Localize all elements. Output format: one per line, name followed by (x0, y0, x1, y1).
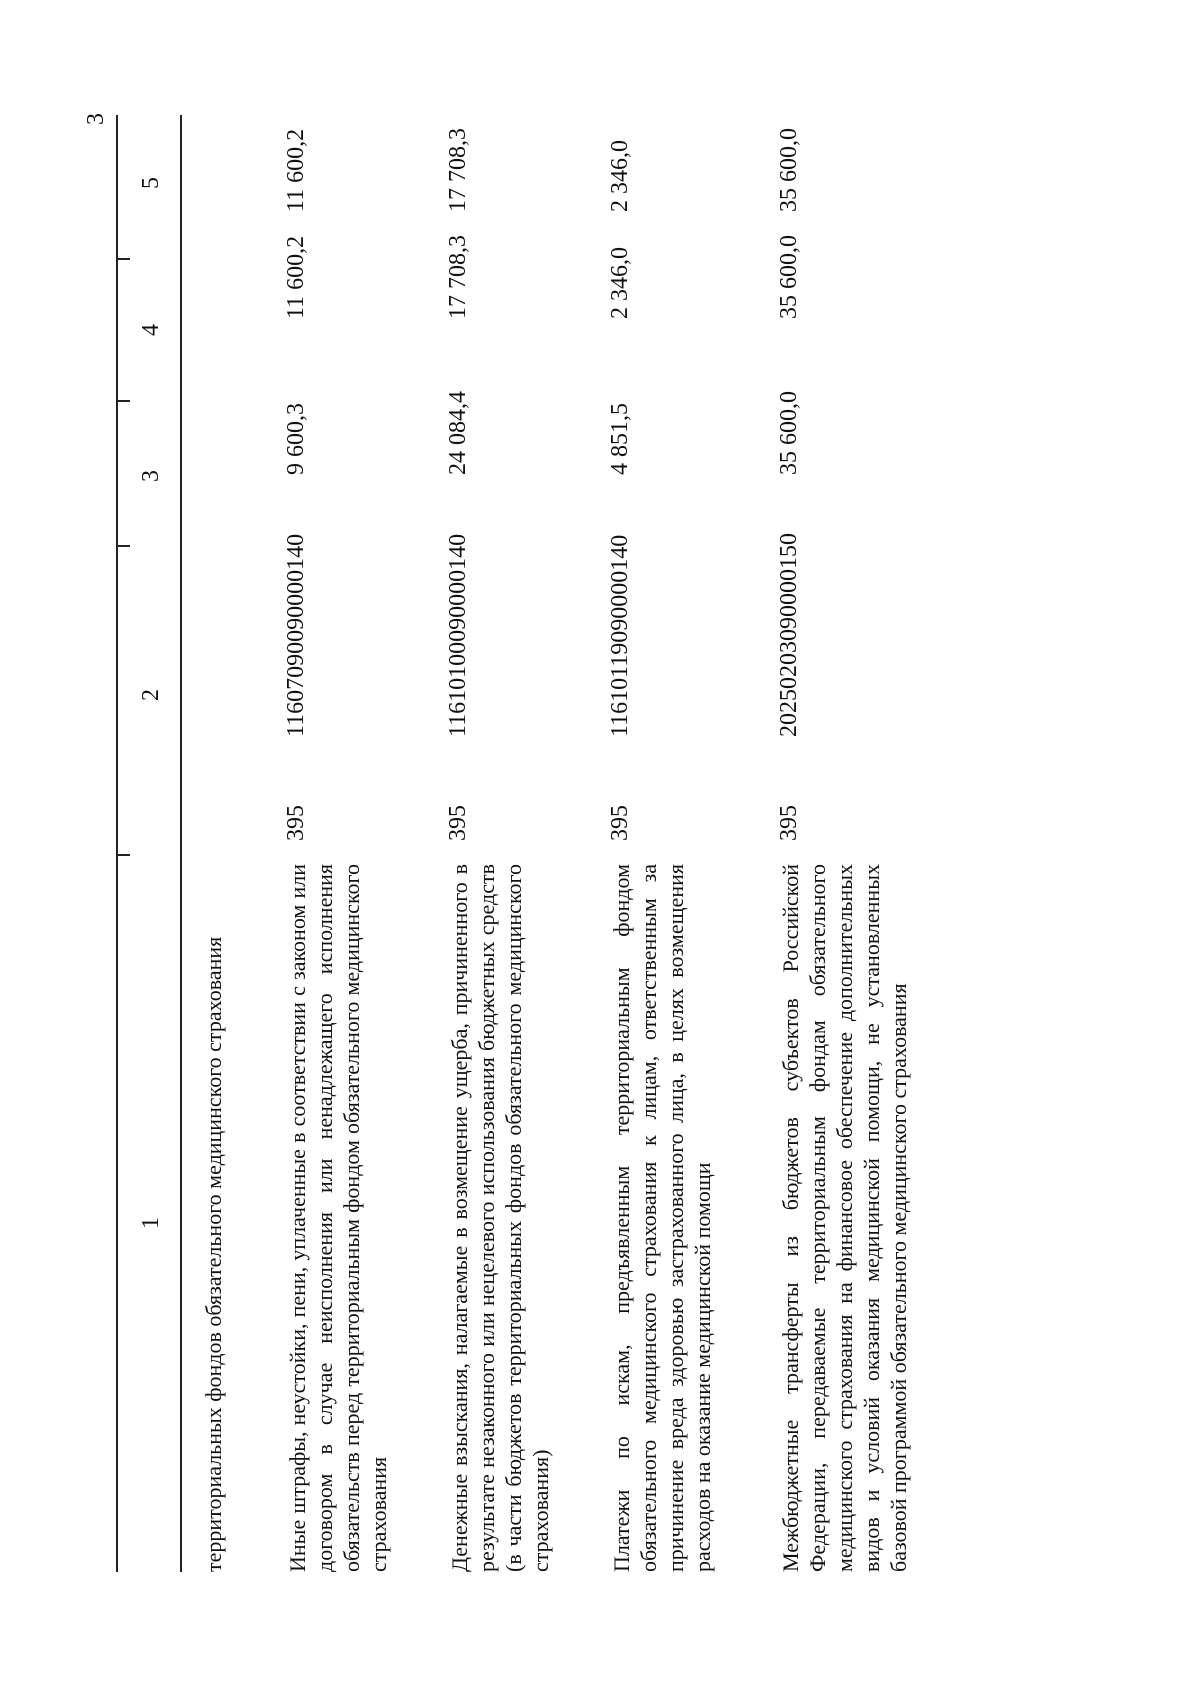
header-bottom-rule (180, 115, 182, 1572)
column-number-3: 3 (138, 470, 164, 482)
value-col4-cell: 2 346,0 (607, 247, 633, 319)
kbk-code-cell: 20250203090000150 (776, 533, 802, 737)
value-col5-cell: 11 600,2 (283, 128, 309, 212)
header-top-rule (116, 115, 118, 1572)
value-col3-cell: 24 084,4 (445, 391, 471, 475)
column-divider (116, 400, 130, 402)
admin-code-cell: 395 (445, 805, 471, 841)
table-header (116, 115, 182, 1572)
value-col4-cell: 35 600,0 (776, 235, 802, 319)
value-col5-cell: 17 708,3 (445, 128, 471, 212)
kbk-code-cell: 11610119090000140 (607, 534, 633, 737)
page-number: 3 (83, 113, 109, 125)
column-divider (116, 258, 130, 260)
admin-code-cell: 395 (283, 805, 309, 841)
admin-code-cell: 395 (776, 805, 802, 841)
table-row-description: Денежные взыскания, налагаемые в возмещение ущерба, причиненного в результате незаконного или нецелевого использования бюджетных средств (в части бюджетов территориальных фондов обязательного медицинского страхования) (447, 864, 553, 1572)
value-col4-cell: 17 708,3 (445, 235, 471, 319)
value-col3-cell: 35 600,0 (776, 391, 802, 475)
kbk-code-cell: 11610100090000140 (445, 533, 471, 737)
column-number-5: 5 (138, 177, 164, 189)
column-number-2: 2 (138, 689, 164, 701)
value-col4-cell: 11 600,2 (283, 235, 309, 319)
value-col3-cell: 4 851,5 (607, 403, 633, 475)
column-number-1: 1 (138, 1217, 164, 1229)
table-row-description: Межбюджетные трансферты из бюджетов субъектов Российской Федерации, передаваемые территориальным фондам обязательного медицинского страхования на финансовое обеспечение дополнительных видов и условий оказания медицинской помощи, не установленных базовой программой обязательного медицинского страхования (778, 864, 911, 1572)
table-row-description: территориальных фондов обязательного медицинского страхования (201, 936, 226, 1572)
table-row-description: Платежи по искам, предъявленным территориальным фондом обязательного медицинского страхования к лицам, ответственным за причинение вреда здоровью застрахованного лица, в целях возмещения расходов на оказание медицинской помощи (609, 864, 715, 1572)
value-col5-cell: 2 346,0 (607, 140, 633, 212)
column-divider (116, 854, 130, 856)
table-row-description: Иные штрафы, неустойки, пени, уплаченные в соответствии с законом или договором в случае неисполнения или ненадлежащего исполнения обязательств перед территориальным фондом обязательного медицинского страхования (285, 864, 391, 1572)
admin-code-cell: 395 (607, 805, 633, 841)
column-number-4: 4 (138, 324, 164, 336)
column-divider (116, 545, 130, 547)
value-col3-cell: 9 600,3 (283, 403, 309, 475)
kbk-code-cell: 11607090090000140 (283, 533, 309, 737)
value-col5-cell: 35 600,0 (776, 128, 802, 212)
